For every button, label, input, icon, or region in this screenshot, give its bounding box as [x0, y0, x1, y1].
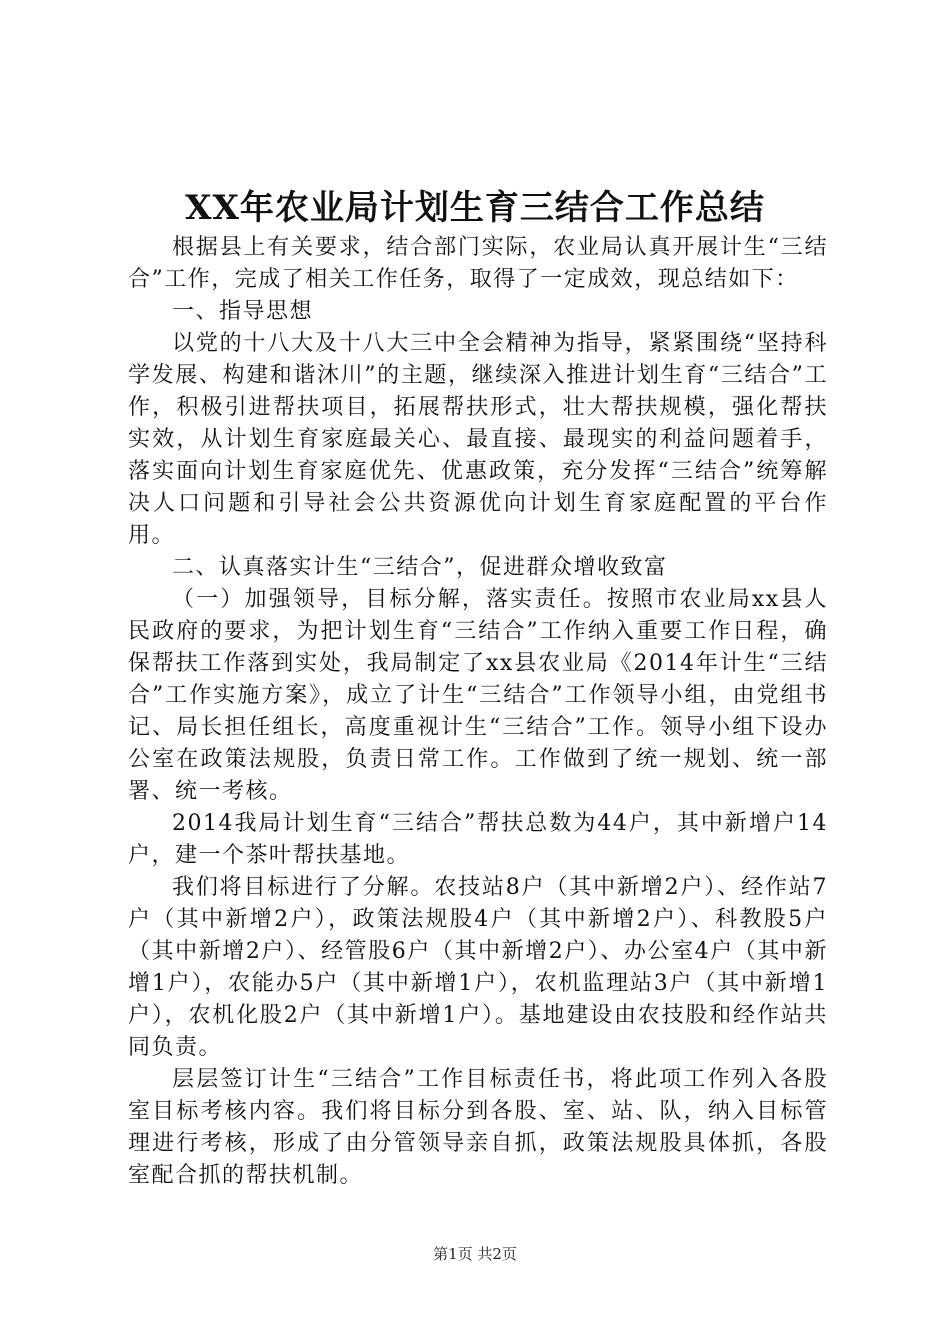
- target-breakdown-paragraph: 我们将目标进行了分解。农技站8户（其中新增2户）、经作站7户（其中新增2户），政策法规股4户（其中新增2户）、科教股5户（其中新增2户）、经管股6户（其中新增2户）、办公室4户（其中新增1户），农能办5户（其中新增1户），农机监理站3户（其中新增1户），农机化股2户（其中新增1户）。基地建设由农技股和经作站共同负责。: [128, 875, 828, 1060]
- section-heading-guiding-ideology: 一、指导思想: [172, 299, 314, 324]
- page-number-footer: 第1页 共2页: [433, 1245, 517, 1263]
- responsibility-paragraph: 层层签订计生“三结合”工作目标责任书，将此项工作列入各股室目标考核内容。我们将目标分到各股、室、站、队，纳入目标管理进行考核，形成了由分管领导亲自抓，政策法规股具体抓，各股室配合抓的帮扶机制。: [128, 1067, 828, 1188]
- intro-paragraph: 根据县上有关要求，结合部门实际，农业局认真开展计生“三结合”工作，完成了相关工作任务，取得了一定成效，现总结如下：: [128, 235, 828, 292]
- leadership-paragraph: （一）加强领导，目标分解，落实责任。按照市农业局xx县人民政府的要求，为把计划生育“三结合”工作纳入重要工作日程，确保帮扶工作落到实处，我局制定了xx县农业局《2014年计生“三结合”工作实施方案》，成立了计生“三结合”工作领导小组，由党组书记、局长担任组长，高度重视计生“三结合”工作。领导小组下设办公室在政策法规股，负责日常工作。工作做到了统一规划、统一部署、统一考核。: [128, 587, 828, 804]
- household-total-paragraph: 2014我局计划生育“三结合”帮扶总数为44户，其中新增户14户，建一个茶叶帮扶基地。: [128, 811, 828, 868]
- document-body: [128, 232, 828, 1192]
- document-title: XX年农业局计划生育三结合工作总结: [185, 188, 765, 228]
- guiding-ideology-paragraph: 以党的十八大及十八大三中全会精神为指导，紧紧围绕“坚持科学发展、构建和谐沐川”的主题，继续深入推进计划生育“三结合”工作，积极引进帮扶项目，拓展帮扶形式，壮大帮扶规模，强化帮扶实效，从计划生育家庭最关心、最直接、最现实的利益问题着手，落实面向计划生育家庭优先、优惠政策，充分发挥“三结合”统筹解决人口问题和引导社会公共资源优向计划生育家庭配置的平台作用。: [128, 331, 828, 548]
- section-heading-implementation: 二、认真落实计生“三结合”，促进群众增收致富: [172, 555, 668, 580]
